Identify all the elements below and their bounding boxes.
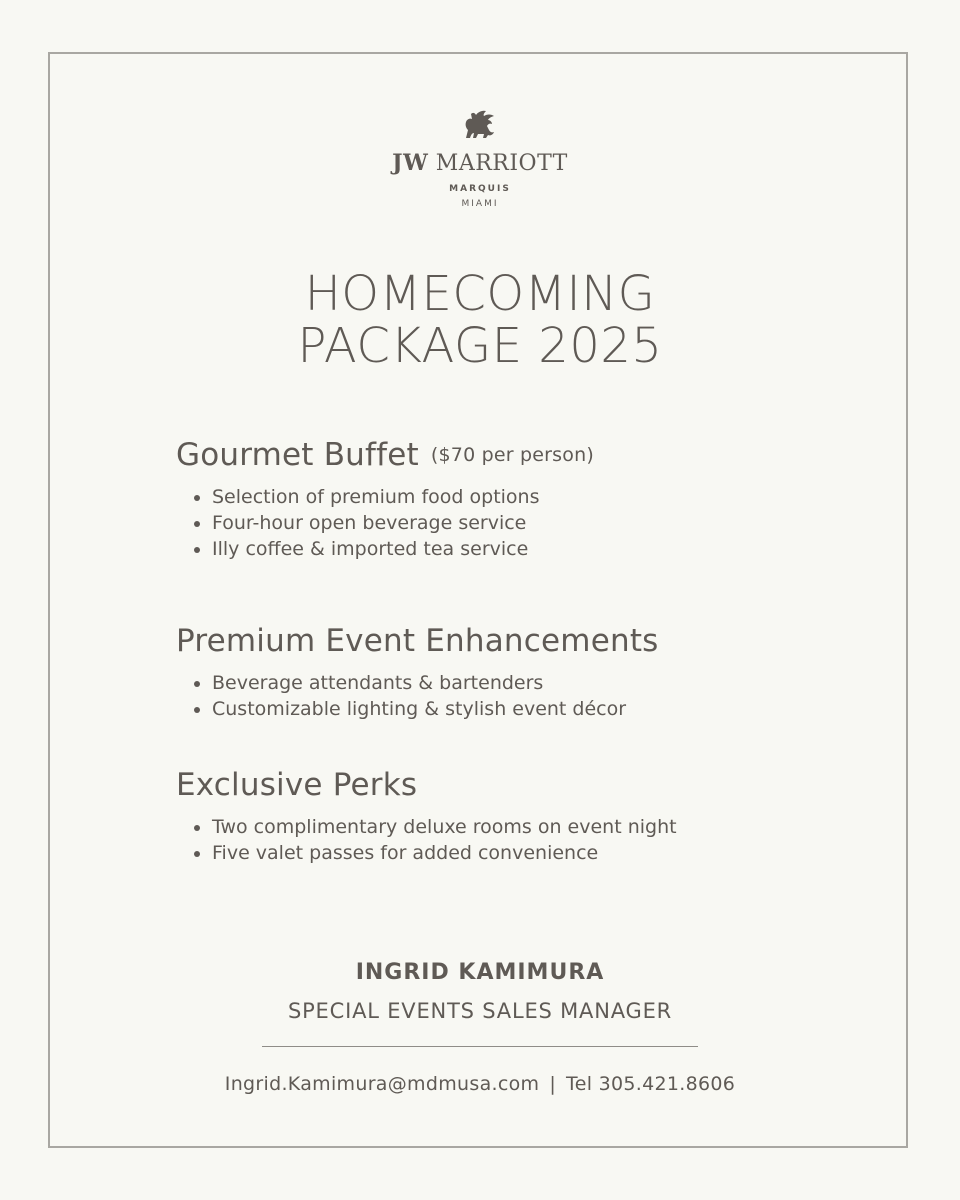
contact-info	[0, 1070, 960, 1098]
bullet-list	[176, 484, 876, 562]
bullet-icon	[194, 707, 200, 713]
bullet-icon	[194, 825, 200, 831]
brand-subtitle-marquis: MARQUIS	[449, 184, 511, 194]
bullet-icon	[194, 521, 200, 527]
bullet-icon	[194, 851, 200, 857]
bullet-icon	[194, 681, 200, 687]
list-item-text: Selection of premium food options	[212, 486, 540, 508]
hotel-logo	[0, 108, 960, 210]
bullet-list	[176, 814, 876, 866]
brand-name	[0, 150, 960, 177]
price-label: ($70 per person)	[430, 444, 594, 466]
list-item	[176, 670, 876, 696]
title-line-1: HOMECOMING	[304, 266, 656, 322]
list-item-text: Illy coffee & imported tea service	[212, 538, 529, 560]
list-item-text: Two complimentary deluxe rooms on event night	[212, 816, 677, 838]
griffin-icon	[460, 108, 500, 140]
title-line-2: PACKAGE 2025	[297, 318, 663, 374]
section-gourmet-buffet	[176, 436, 876, 562]
list-item-text: Beverage attendants & bartenders	[212, 672, 544, 694]
section-heading: Exclusive Perks	[176, 767, 418, 803]
section-heading	[176, 436, 876, 474]
brand-subtitle-miami: MIAMI	[461, 199, 499, 209]
section-exclusive-perks	[176, 766, 876, 866]
contact-email[interactable]: Ingrid.Kamimura@mdmusa.com	[224, 1073, 540, 1095]
list-item	[176, 510, 876, 536]
divider	[262, 1046, 698, 1047]
list-item	[176, 814, 876, 840]
section-heading-text: Gourmet Buffet	[176, 437, 419, 473]
list-item	[176, 484, 876, 510]
section-heading: Premium Event Enhancements	[176, 623, 659, 659]
list-item	[176, 696, 876, 722]
page-title	[0, 268, 960, 372]
list-item-text: Four-hour open beverage service	[212, 512, 527, 534]
brand-marriott: MARRIOTT	[435, 151, 568, 176]
brand-jw: JW	[392, 150, 429, 176]
bullet-list	[176, 670, 876, 722]
list-item	[176, 840, 876, 866]
contact-name: INGRID KAMIMURA	[355, 960, 605, 985]
contact-separator: |	[549, 1073, 557, 1095]
list-item-text: Five valet passes for added convenience	[212, 842, 599, 864]
section-premium-enhancements	[176, 622, 876, 722]
list-item	[176, 536, 876, 562]
bullet-icon	[194, 495, 200, 501]
contact-role: SPECIAL EVENTS SALES MANAGER	[287, 999, 673, 1023]
bullet-icon	[194, 547, 200, 553]
list-item-text: Customizable lighting & stylish event décor	[212, 698, 627, 720]
contact-phone[interactable]: Tel 305.421.8606	[566, 1073, 736, 1095]
